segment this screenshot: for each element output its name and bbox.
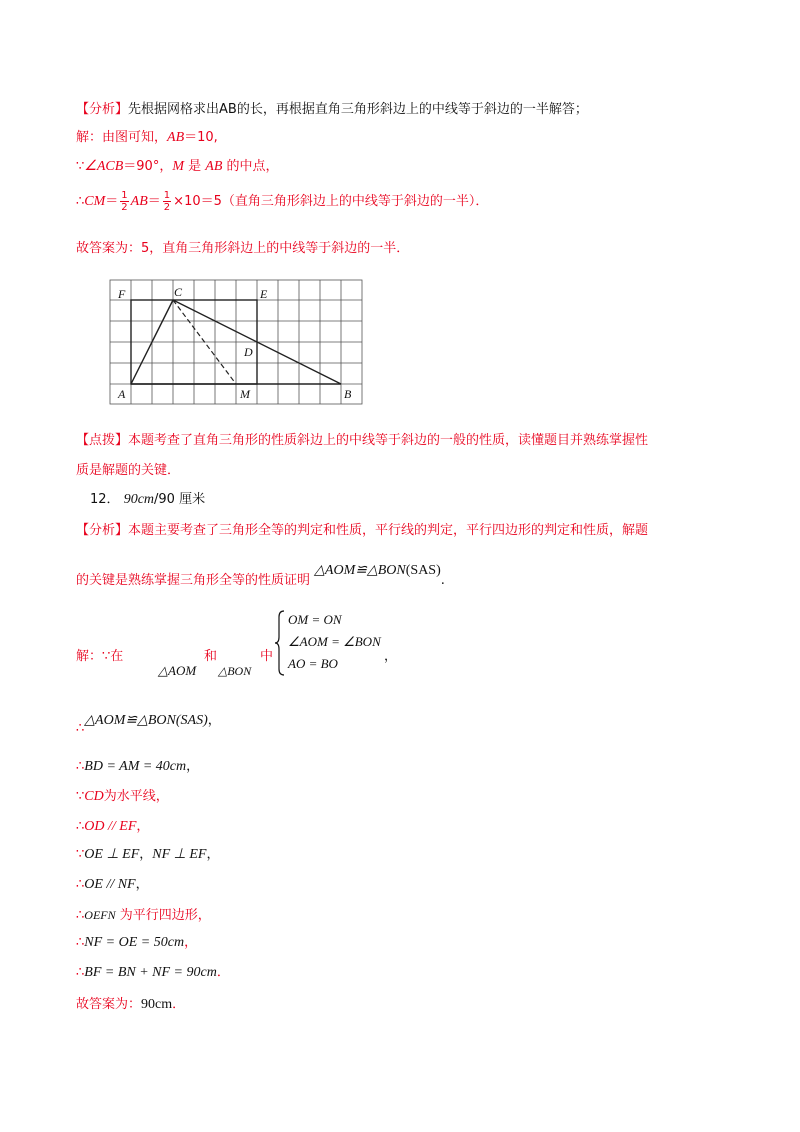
label-f: F: [118, 287, 126, 301]
answer-12: [76, 996, 185, 1014]
step1-expr: △AOM≌△BON(SAS): [84, 713, 208, 728]
period: .: [440, 573, 445, 588]
step7: [76, 906, 211, 925]
step4-end: ，: [136, 819, 150, 834]
left-brace-icon: [274, 609, 288, 677]
condition-list: [288, 609, 381, 675]
label-m: M: [240, 387, 250, 401]
grid-figure: [106, 278, 366, 412]
calc-text: ×10＝5（直角三角形斜边上的中线等于斜边的一半）．: [173, 194, 489, 209]
angle-value: ＝90°，: [123, 159, 173, 174]
analysis-tag: 【分析】: [76, 102, 129, 117]
var-m: M: [172, 159, 184, 174]
step4: [76, 818, 149, 836]
cond-3: AO = BO: [288, 656, 338, 671]
q12-number: 12．: [90, 492, 120, 507]
step2-expr: BD = AM = 40cm: [84, 759, 187, 774]
frac-den: 2: [121, 202, 128, 213]
equals-2: ＝: [147, 194, 161, 209]
frac-num: 1: [121, 190, 128, 201]
step6-end: ，: [135, 877, 149, 892]
step7-text: 为平行四边形，: [115, 908, 211, 923]
label-e: E: [260, 287, 268, 301]
point-text-2: 质是解题的关键．: [76, 463, 181, 478]
because-5: ∵: [76, 847, 85, 862]
cond-comma: ，: [384, 649, 398, 664]
step8-expr: NF = OE = 50cm: [84, 935, 185, 950]
frac-den-2: 2: [163, 202, 171, 213]
condition-brace: [274, 609, 404, 677]
answer-12-end: ．: [172, 997, 186, 1012]
var-ab-3: AB: [130, 194, 148, 209]
tri-aom: △AOM: [158, 663, 197, 678]
step5-end: ，: [206, 847, 220, 862]
step5: [76, 846, 219, 864]
analysis-12-text2: 的关键是熟练掌握三角形全等的性质证明: [76, 573, 311, 588]
step5a: OE ⊥ EF: [84, 847, 140, 862]
therefore-4: ∴: [76, 819, 85, 834]
therefore-7: ∴: [76, 908, 85, 923]
step6-expr: OE // NF: [84, 877, 136, 892]
step3-text: 为水平线，: [103, 789, 169, 804]
answer-11: [76, 240, 409, 258]
step9: [76, 964, 230, 982]
frac-num-2: 1: [163, 190, 171, 201]
step9-end: ．: [216, 965, 230, 980]
analysis-12-tag: 【分析】: [76, 523, 129, 538]
congruence-expr: [314, 563, 441, 578]
step1: [76, 712, 221, 736]
label-c: C: [174, 285, 183, 299]
solution-11-line3: [76, 190, 488, 213]
zhong-text: 中: [260, 649, 274, 664]
analysis-12-line2: [76, 563, 445, 590]
step5b: NF ⊥ EF: [152, 847, 207, 862]
because-3: ∵: [76, 789, 85, 804]
sol12-lead: 解：∵在: [76, 649, 124, 664]
cond-2: ∠AOM = ∠BON: [288, 634, 381, 649]
point-text-1: 本题考查了直角三角形的性质斜边上的中线等于斜边的一般的性质，读懂题目并熟练掌握性: [128, 433, 649, 448]
analysis-11: [76, 101, 588, 119]
answer-text: 故答案为：5，直角三角形斜边上的中线等于斜边的一半．: [76, 241, 410, 256]
analysis-text: 先根据网格求出AB的长，再根据直角三角形斜边上的中线等于斜边的一半解答；: [128, 102, 588, 117]
grid-svg: [106, 278, 366, 408]
solution-11-line1: [76, 129, 218, 147]
answer-12-lead: 故答案为：: [76, 997, 142, 1012]
m-text: 是: [184, 159, 206, 174]
point-11-line1: [76, 432, 648, 450]
step1-end: ，: [207, 713, 221, 728]
step7-math: OEFN: [84, 908, 116, 922]
var-ab: AB: [167, 130, 185, 145]
point-tag: 【点拨】: [76, 433, 129, 448]
fraction-half-2: [163, 190, 171, 213]
and-text: 和: [204, 649, 218, 664]
step9-expr: BF = BN + NF = 90cm: [84, 965, 217, 980]
label-a: A: [118, 387, 126, 401]
label-d: D: [244, 345, 253, 359]
step5-sep: ，: [139, 847, 153, 862]
solution-11-line2: [76, 158, 279, 176]
q12-answer: [90, 491, 205, 509]
angle-acb: ∠ACB: [84, 159, 124, 174]
ab-value: ＝10,: [184, 130, 218, 145]
answer-12-math: 90cm: [141, 997, 173, 1012]
step2: [76, 758, 199, 776]
grid-lines: [110, 280, 362, 404]
fraction-half: [120, 190, 128, 213]
step4-expr: OD // EF: [84, 819, 137, 834]
solution-12-lead: [76, 648, 123, 666]
q12-answer-math: 90cm: [123, 492, 155, 507]
analysis-12-line1: [76, 522, 648, 540]
step3: [76, 788, 169, 806]
tri-bon: △BON: [218, 664, 252, 678]
var-cm: CM: [84, 194, 106, 209]
point-11-line2: [76, 462, 180, 480]
therefore-8: ∴: [76, 935, 85, 950]
equals: ＝: [105, 194, 119, 209]
therefore-6: ∴: [76, 877, 85, 892]
because-symbol: ∵: [76, 159, 85, 174]
step6: [76, 876, 149, 894]
step3-math: CD: [84, 789, 104, 804]
solution-lead: 解：由图可知，: [76, 130, 168, 145]
sas: (SAS): [405, 563, 441, 578]
step8: [76, 934, 197, 952]
therefore-symbol: ∴: [76, 194, 85, 209]
therefore-2: ∴: [76, 759, 85, 774]
therefore-1: ∴: [76, 721, 85, 736]
q12-answer-text: /90 厘米: [154, 492, 206, 507]
cond-1: OM = ON: [288, 612, 342, 627]
analysis-12-text1: 本题主要考查了三角形全等的判定和性质，平行线的判定，平行四边形的判定和性质，解题: [128, 523, 649, 538]
step8-end: ，: [184, 935, 198, 950]
step2-end: ，: [186, 759, 200, 774]
midpoint-text: 的中点，: [222, 159, 279, 174]
var-ab-2: AB: [205, 159, 223, 174]
congr: △AOM≌△BON: [314, 563, 406, 578]
therefore-9: ∴: [76, 965, 85, 980]
label-b: B: [344, 387, 352, 401]
